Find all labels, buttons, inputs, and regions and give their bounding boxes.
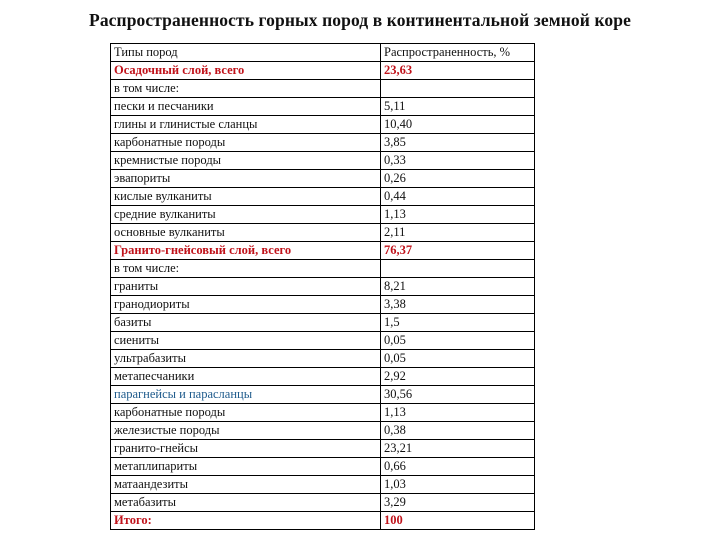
- rock-type-cell: метаплипариты: [111, 458, 381, 476]
- abundance-cell: 0,26: [381, 170, 535, 188]
- table-row: [111, 494, 535, 512]
- abundance-cell: 1,13: [381, 206, 535, 224]
- abundance-cell: 100: [381, 512, 535, 530]
- abundance-cell: 0,05: [381, 332, 535, 350]
- table-row: [111, 476, 535, 494]
- table-row: [111, 152, 535, 170]
- rock-type-cell: карбонатные породы: [111, 404, 381, 422]
- rock-type-cell: Итого:: [111, 512, 381, 530]
- rock-type-cell: кислые вулканиты: [111, 188, 381, 206]
- abundance-cell: 3,85: [381, 134, 535, 152]
- rock-type-cell: матаандезиты: [111, 476, 381, 494]
- abundance-cell: 2,11: [381, 224, 535, 242]
- abundance-cell: 76,37: [381, 242, 535, 260]
- table-row: [111, 332, 535, 350]
- abundance-cell: 0,33: [381, 152, 535, 170]
- table-row: [111, 206, 535, 224]
- abundance-cell: 10,40: [381, 116, 535, 134]
- rock-abundance-table: [110, 43, 535, 530]
- rock-type-cell: карбонатные породы: [111, 134, 381, 152]
- abundance-cell: [381, 260, 535, 278]
- table-row: [111, 368, 535, 386]
- rock-type-cell: Гранито-гнейсовый слой, всего: [111, 242, 381, 260]
- rock-type-cell: кремнистые породы: [111, 152, 381, 170]
- abundance-cell: 5,11: [381, 98, 535, 116]
- abundance-cell: 1,13: [381, 404, 535, 422]
- table-row: [111, 422, 535, 440]
- abundance-cell: 3,38: [381, 296, 535, 314]
- abundance-cell: 23,63: [381, 62, 535, 80]
- rock-type-cell: основные вулканиты: [111, 224, 381, 242]
- rock-type-cell: метапесчаники: [111, 368, 381, 386]
- table-header-row: [111, 44, 535, 62]
- rock-type-cell: железистые породы: [111, 422, 381, 440]
- table-row: [111, 350, 535, 368]
- rock-type-cell: граниты: [111, 278, 381, 296]
- table-row: [111, 98, 535, 116]
- abundance-cell: 2,92: [381, 368, 535, 386]
- abundance-cell: 23,21: [381, 440, 535, 458]
- page-title: Распространенность горных пород в континентальной земной коре: [89, 10, 631, 30]
- header-abundance: Распространенность, %: [381, 44, 535, 62]
- rock-type-cell: в том числе:: [111, 260, 381, 278]
- abundance-cell: 0,05: [381, 350, 535, 368]
- header-rock-type: Типы пород: [111, 44, 381, 62]
- table-row: [111, 386, 535, 404]
- rock-type-cell: ультрабазиты: [111, 350, 381, 368]
- table-total-row: [111, 242, 535, 260]
- table-row: [111, 314, 535, 332]
- rock-type-cell: Осадочный слой, всего: [111, 62, 381, 80]
- abundance-cell: 0,38: [381, 422, 535, 440]
- abundance-cell: 3,29: [381, 494, 535, 512]
- table-row: [111, 80, 535, 98]
- rock-type-cell: базиты: [111, 314, 381, 332]
- rock-type-cell: гранито-гнейсы: [111, 440, 381, 458]
- rock-type-cell: метабазиты: [111, 494, 381, 512]
- rock-type-cell: парагнейсы и парасланцы: [111, 386, 381, 404]
- abundance-cell: 1,03: [381, 476, 535, 494]
- table-row: [111, 116, 535, 134]
- table-total-row: [111, 62, 535, 80]
- table-row: [111, 170, 535, 188]
- abundance-cell: 30,56: [381, 386, 535, 404]
- rock-type-cell: в том числе:: [111, 80, 381, 98]
- table-row: [111, 260, 535, 278]
- table-row: [111, 134, 535, 152]
- rock-type-cell: пески и песчаники: [111, 98, 381, 116]
- rock-type-cell: глины и глинистые сланцы: [111, 116, 381, 134]
- abundance-cell: [381, 80, 535, 98]
- table-row: [111, 278, 535, 296]
- table-row: [111, 440, 535, 458]
- abundance-cell: 0,44: [381, 188, 535, 206]
- abundance-cell: 0,66: [381, 458, 535, 476]
- table-row: [111, 458, 535, 476]
- table-row: [111, 296, 535, 314]
- rock-type-cell: сиениты: [111, 332, 381, 350]
- table-row: [111, 404, 535, 422]
- rock-type-cell: средние вулканиты: [111, 206, 381, 224]
- table-row: [111, 224, 535, 242]
- rock-type-cell: эвапориты: [111, 170, 381, 188]
- abundance-cell: 8,21: [381, 278, 535, 296]
- table-total-row: [111, 512, 535, 530]
- rock-type-cell: гранодиориты: [111, 296, 381, 314]
- table-row: [111, 188, 535, 206]
- abundance-cell: 1,5: [381, 314, 535, 332]
